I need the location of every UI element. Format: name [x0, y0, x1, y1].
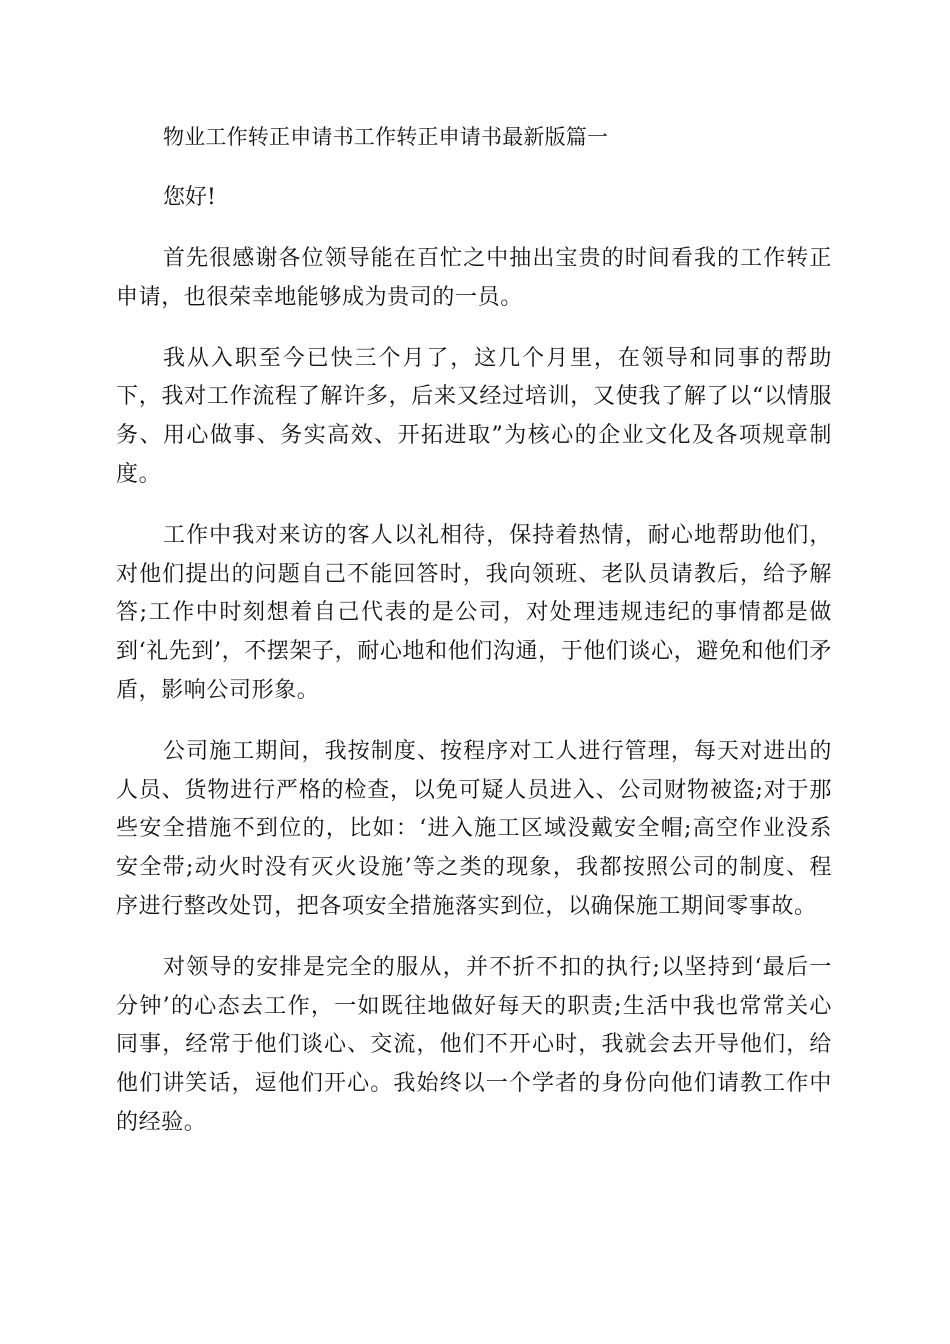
greeting: 您好!: [163, 185, 216, 210]
paragraph-5: 对领导的安排是完全的服从，并不折不扣的执行;以坚持到‘最后一分钟’的心态去工作，一如既往地做好每天的职责;生活中我也常常关心同事，经常于他们谈心、交流，他们不开心时，我就会去开导他们，给他们讲笑话，逗他们开心。我始终以一个学者的身份向他们请教工作中的经验。: [116, 954, 832, 1135]
paragraph-2: 我从入职至今已快三个月了，这几个月里，在领导和同事的帮助下，我对工作流程了解许多，后来又经过培训，又使我了解了以“以情服务、用心做事、务实高效、开拓进取”为核心的企业文化及各项规章制度。: [116, 345, 832, 487]
paragraph-4: 公司施工期间，我按制度、按程序对工人进行管理，每天对进出的人员、货物进行严格的检查，以免可疑人员进入、公司财物被盗;对于那些安全措施不到位的，比如：‘进入施工区域没戴安全帽;高空作业没系安全带;动火时没有灭火设施’等之类的现象，我都按照公司的制度、程序进行整改处罚，把各项安全措施落实到位，以确保施工期间零事故。: [116, 738, 832, 919]
document-page: [116, 118, 832, 1165]
paragraph-1: 首先很感谢各位领导能在百忙之中抽出宝贵的时间看我的工作转正申请，也很荣幸地能够成为贵司的一员。: [116, 246, 832, 310]
paragraph-3: 工作中我对来访的客人以礼相待，保持着热情，耐心地帮助他们，对他们提出的问题自己不能回答时，我向领班、老队员请教后，给予解答;工作中时刻想着自己代表的是公司，对处理违规违纪的事情都是做到‘礼先到’，不摆架子，耐心地和他们沟通，于他们谈心，避免和他们矛盾，影响公司形象。: [116, 522, 832, 703]
document-title: 物业工作转正申请书工作转正申请书最新版篇一: [163, 125, 609, 149]
